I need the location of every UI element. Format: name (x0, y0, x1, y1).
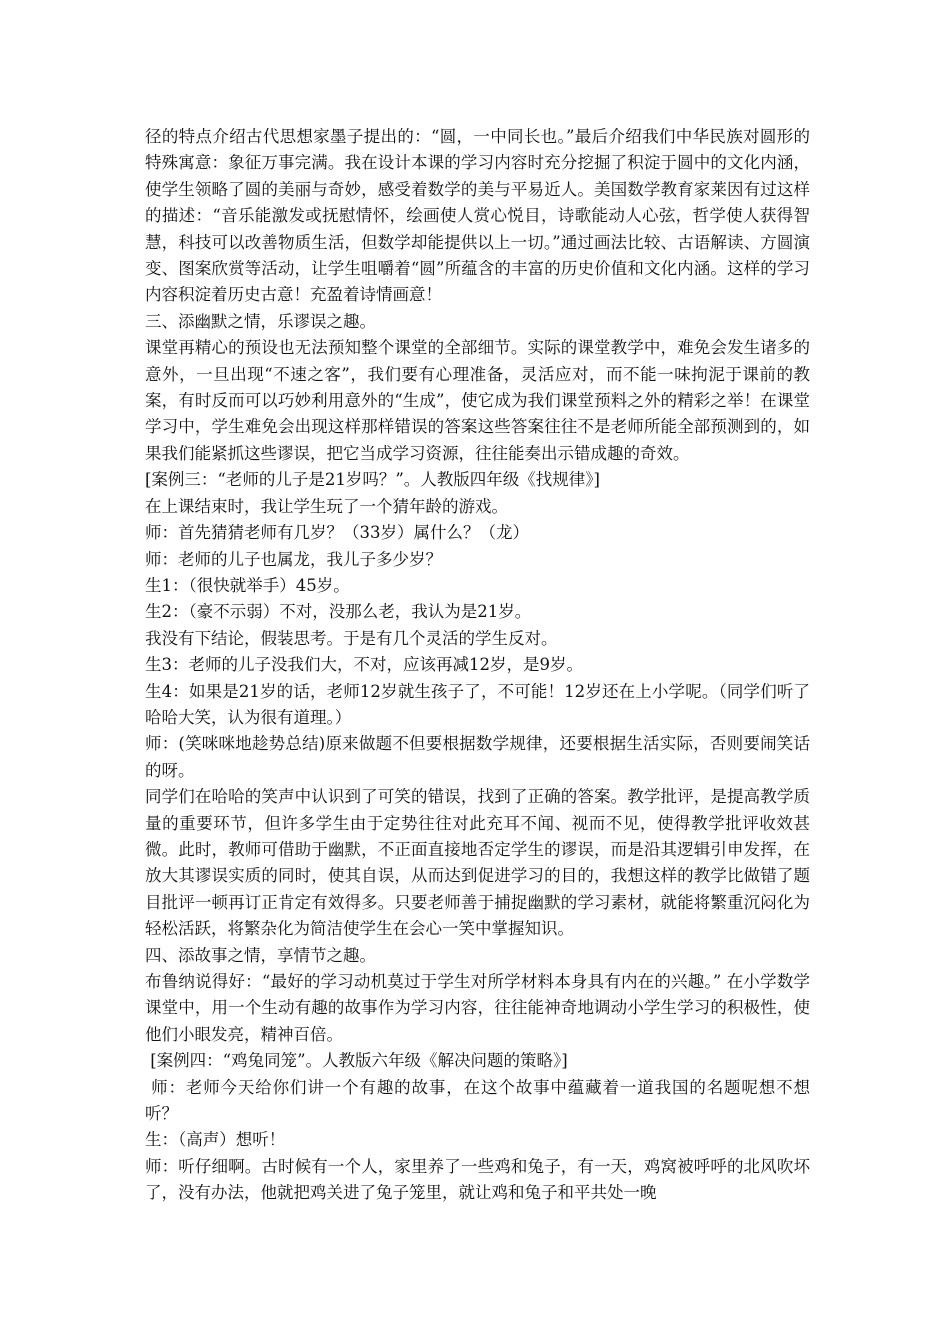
paragraph-story-motivation: 布鲁纳说得好：“最好的学习动机莫过于学生对所学材料本身具有内在的兴趣。” 在小学数学课堂中，用一个生动有趣的故事作为学习内容，往往能神奇地调动小学生学习的积极性，使他们小眼发亮，精神百倍。 (145, 972, 810, 1044)
document-body (145, 124, 810, 1207)
case-three-title: [案例三：“老师的儿子是21岁吗？”。人教版四年级《找规律》] (145, 470, 600, 490)
dialogue-line: 师：老师今天给你们讲一个有趣的故事，在这个故事中蕴藏着一道我国的名题呢想不想听？ (145, 1077, 810, 1124)
dialogue-line: 生2：（豪不示弱）不对，没那么老，我认为是21岁。 (145, 602, 532, 622)
dialogue-line: 生4：如果是21岁的话，老师12岁就生孩子了，不可能！12岁还在上小学呢。（同学们听了哈哈大笑，认为很有道理。） (145, 681, 810, 727)
paragraph-circle-culture: 径的特点介绍古代思想家墨子提出的：“圆，一中同长也。”最后介绍我们中华民族对圆形的特殊寓意：象征万事完满。我在设计本课的学习内容时充分挖掘了积淀于圆中的文化内涵，使学生领略了圆的美丽与奇妙，感受着数学的美与平易近人。美国数学教育家莱因有过这样的描述：“音乐能激发或抚慰情怀，绘画使人赏心悦目，诗歌能动人心弦，哲学使人获得智慧，科技可以改善物质生活，但数学却能提供以上一切。”通过画法比较、古语解读、方圆演变、图案欣赏等活动，让学生咀嚼着“圆”所蕴含的丰富的历史价值和文化内涵。这样的学习内容积淀着历史古意！充盈着诗情画意！ (145, 127, 810, 305)
dialogue-line: 我没有下结论，假装思考。于是有几个灵活的学生反对。 (145, 628, 558, 648)
dialogue-line: 师：首先猜猜老师有几岁？（33岁）属什么？（龙） (145, 523, 529, 543)
heading-section-four: 四、添故事之情，享情节之趣。 (145, 945, 376, 965)
paragraph-humor-reflection: 同学们在哈哈的笑声中认识到了可笑的错误，找到了正确的答案。教学批评，是提高教学质量的重要环节，但许多学生由于定势往往对此充耳不闻、视而不见，使得教学批评收效甚微。此时，教师可借助于幽默，不正面直接地否定学生的谬误，而是沿其逻辑引申发挥，在放大其谬误实质的同时，使其自误，从而达到促进学习的目的，我想这样的教学比做错了题目批评一顿再订正肯定有效得多。只要老师善于捕捉幽默的学习素材，就能将繁重沉闷化为轻松活跃，将繁杂化为简洁使学生在会心一笑中掌握知识。 (145, 787, 810, 939)
paragraph-unexpected-generation: 课堂再精心的预设也无法预知整个课堂的全部细节。实际的课堂教学中，难免会发生诸多的意外，一旦出现“不速之客”，我们要有心理准备，灵活应对，而不能一味拘泥于课前的教案，有时反而可以巧妙利用意外的“生成”，使它成为我们课堂预料之外的精彩之举！在课堂学习中，学生难免会出现这样那样错误的答案这些答案往往不是老师所能全部预测到的，如果我们能紧抓这些谬误，把它当成学习资源，往往能奏出示错成趣的奇效。 (145, 338, 810, 463)
dialogue-line: 师：听仔细啊。古时候有一个人，家里养了一些鸡和兔子，有一天，鸡窝被呼呼的北风吹坏了，没有办法，他就把鸡关进了兔子笼里，就让鸡和兔子和平共处一晚 (145, 1156, 810, 1203)
heading-section-three: 三、添幽默之情，乐谬误之趣。 (145, 311, 376, 331)
dialogue-line: 在上课结束时，我让学生玩了一个猜年龄的游戏。 (145, 496, 508, 516)
dialogue-line: 师：老师的儿子也属龙，我儿子多少岁？ (145, 549, 442, 569)
dialogue-line: 师：(笑咪咪地趁势总结)原来做题不但要根据数学规律，还要根据生活实际，否则要闹笑话的呀。 (145, 734, 810, 780)
dialogue-line: 生1：（很快就举手）45岁。 (145, 575, 350, 595)
case-four-title: [案例四：“鸡兔同笼”。人教版六年级《解决问题的策略》] (145, 1051, 568, 1071)
dialogue-line: 生：（高声）想听！ (145, 1130, 286, 1150)
dialogue-line: 生3：老师的儿子没我们大，不对，应该再减12岁，是9岁。 (145, 655, 583, 675)
